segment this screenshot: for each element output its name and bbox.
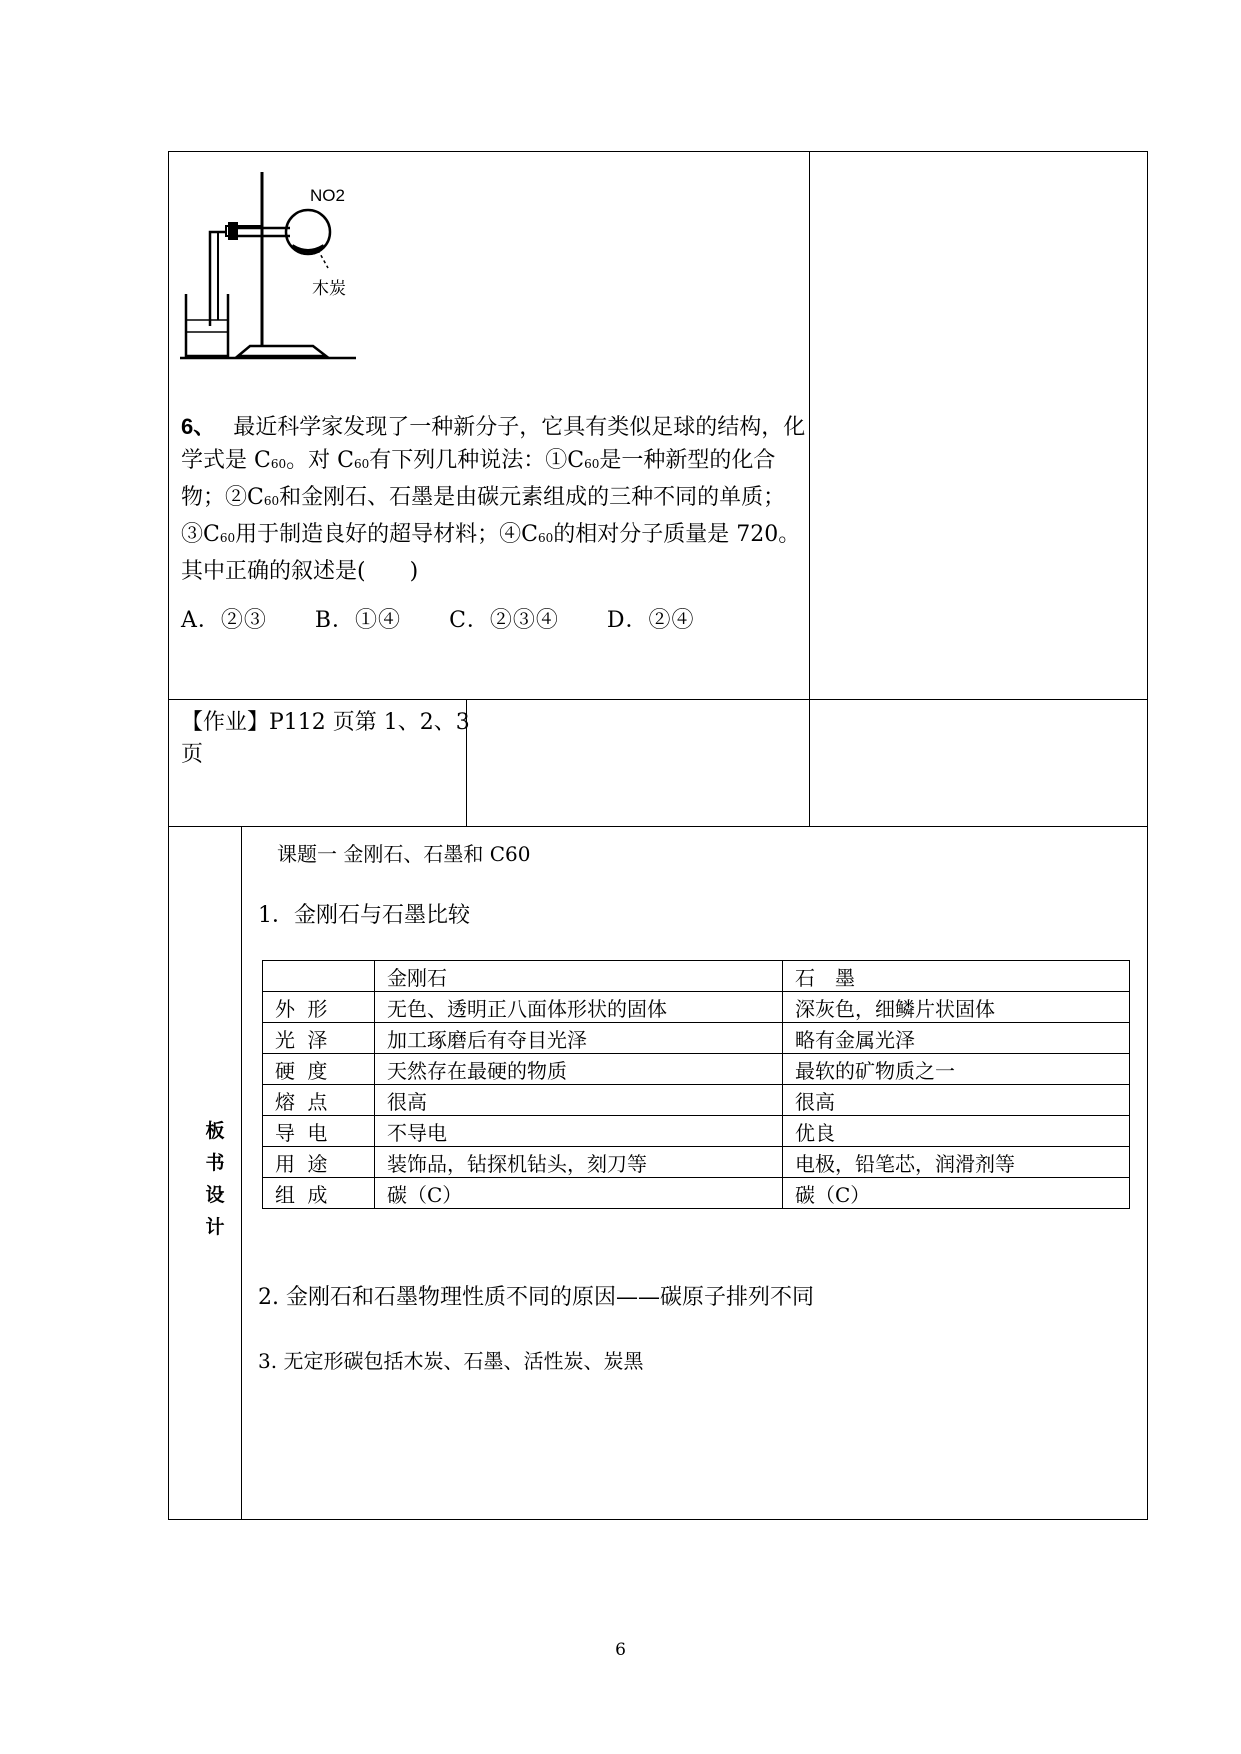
table-row bbox=[263, 1178, 1130, 1209]
label-char: 计 bbox=[205, 1216, 225, 1238]
point-2: 2. 金刚石和石墨物理性质不同的原因——碳原子排列不同 bbox=[258, 1285, 814, 1310]
table-header-row bbox=[263, 961, 1130, 992]
sub-60: 60 bbox=[263, 494, 280, 508]
diamond-cell: 很高 bbox=[375, 1085, 783, 1116]
lesson-title: 课题一 金刚石、石墨和 C60 bbox=[277, 842, 531, 866]
option-a[interactable]: A．②③ bbox=[181, 608, 267, 633]
property-cell: 光 泽 bbox=[263, 1023, 375, 1054]
diamond-cell: 加工琢磨后有夺目光泽 bbox=[375, 1023, 783, 1054]
graphite-cell: 深灰色，细鳞片状固体 bbox=[783, 992, 1130, 1023]
row-divider-1 bbox=[168, 699, 1148, 700]
q-text-1: 最近科学家发现了一种新分子，它具有类似足球的结构，化学式是 C bbox=[181, 415, 806, 473]
board-label-divider bbox=[241, 826, 242, 1520]
graphite-cell: 电极，铅笔芯，润滑剂等 bbox=[783, 1147, 1130, 1178]
label-char: 设 bbox=[205, 1184, 225, 1206]
answer-options bbox=[181, 603, 735, 634]
sub-60: 60 bbox=[537, 531, 554, 545]
sub-60: 60 bbox=[353, 457, 370, 471]
question-6 bbox=[181, 410, 806, 588]
gas-label: NO2 bbox=[310, 186, 345, 205]
graphite-cell: 碳（C） bbox=[783, 1178, 1130, 1209]
charcoal-label: 木炭 bbox=[312, 279, 346, 299]
diamond-cell: 天然存在最硬的物质 bbox=[375, 1054, 783, 1085]
comparison-heading: 1．金刚石与石墨比较 bbox=[258, 903, 470, 928]
homework-text: 【作业】P112 页第 1、2、3 页 bbox=[181, 710, 470, 767]
option-d[interactable]: D．②④ bbox=[606, 608, 695, 633]
graphite-cell: 很高 bbox=[783, 1085, 1130, 1116]
property-cell: 熔 点 bbox=[263, 1085, 375, 1116]
option-b[interactable]: B．①④ bbox=[314, 608, 402, 633]
graphite-cell: 略有金属光泽 bbox=[783, 1023, 1130, 1054]
q-text-5: 和金刚石、石墨是由碳元素组成的三种不同的单质；③C bbox=[181, 485, 786, 547]
property-cell: 外 形 bbox=[263, 992, 375, 1023]
graphite-cell: 最软的矿物质之一 bbox=[783, 1054, 1130, 1085]
header-cell: 石 墨 bbox=[783, 961, 1130, 992]
diamond-cell: 装饰品，钻探机钻头，刻刀等 bbox=[375, 1147, 783, 1178]
board-design-label bbox=[203, 1115, 227, 1243]
graphite-cell: 优良 bbox=[783, 1116, 1130, 1147]
label-char: 板 bbox=[205, 1120, 225, 1142]
row-divider-2 bbox=[168, 826, 1148, 827]
property-cell: 硬 度 bbox=[263, 1054, 375, 1085]
sub-60: 60 bbox=[270, 457, 287, 471]
header-cell bbox=[263, 961, 375, 992]
diamond-cell: 无色、透明正八面体形状的固体 bbox=[375, 992, 783, 1023]
label-char: 书 bbox=[205, 1152, 225, 1174]
q-text-4: 是一种新型的化合物；②C bbox=[181, 448, 776, 510]
option-c[interactable]: C．②③④ bbox=[449, 608, 559, 633]
property-cell: 组 成 bbox=[263, 1178, 375, 1209]
table-row bbox=[263, 1147, 1130, 1178]
right-column-divider bbox=[809, 151, 810, 826]
q-text-3: 有下列几种说法：①C bbox=[369, 448, 585, 473]
table-row bbox=[263, 1085, 1130, 1116]
comparison-table bbox=[262, 960, 1130, 1209]
diamond-cell: 碳（C） bbox=[375, 1178, 783, 1209]
apparatus-figure bbox=[178, 170, 378, 370]
property-cell: 用 途 bbox=[263, 1147, 375, 1178]
table-row bbox=[263, 992, 1130, 1023]
point-3: 3. 无定形碳包括木炭、石墨、活性炭、炭黑 bbox=[258, 1349, 644, 1373]
q-text-6: 用于制造良好的超导材料；④C bbox=[235, 522, 538, 547]
sub-60: 60 bbox=[219, 531, 236, 545]
table-row bbox=[263, 1054, 1130, 1085]
q-text-2: 。对 C bbox=[286, 448, 354, 473]
page-number: 6 bbox=[615, 1640, 626, 1660]
table-row bbox=[263, 1116, 1130, 1147]
sub-60: 60 bbox=[584, 457, 600, 471]
property-cell: 导 电 bbox=[263, 1116, 375, 1147]
q-text-7: 的相对分子质量是 720。其中正确的叙述是( ) bbox=[181, 522, 801, 584]
question-number: 6、 bbox=[181, 414, 216, 439]
table-row bbox=[263, 1023, 1130, 1054]
header-cell: 金刚石 bbox=[375, 961, 783, 992]
diamond-cell: 不导电 bbox=[375, 1116, 783, 1147]
